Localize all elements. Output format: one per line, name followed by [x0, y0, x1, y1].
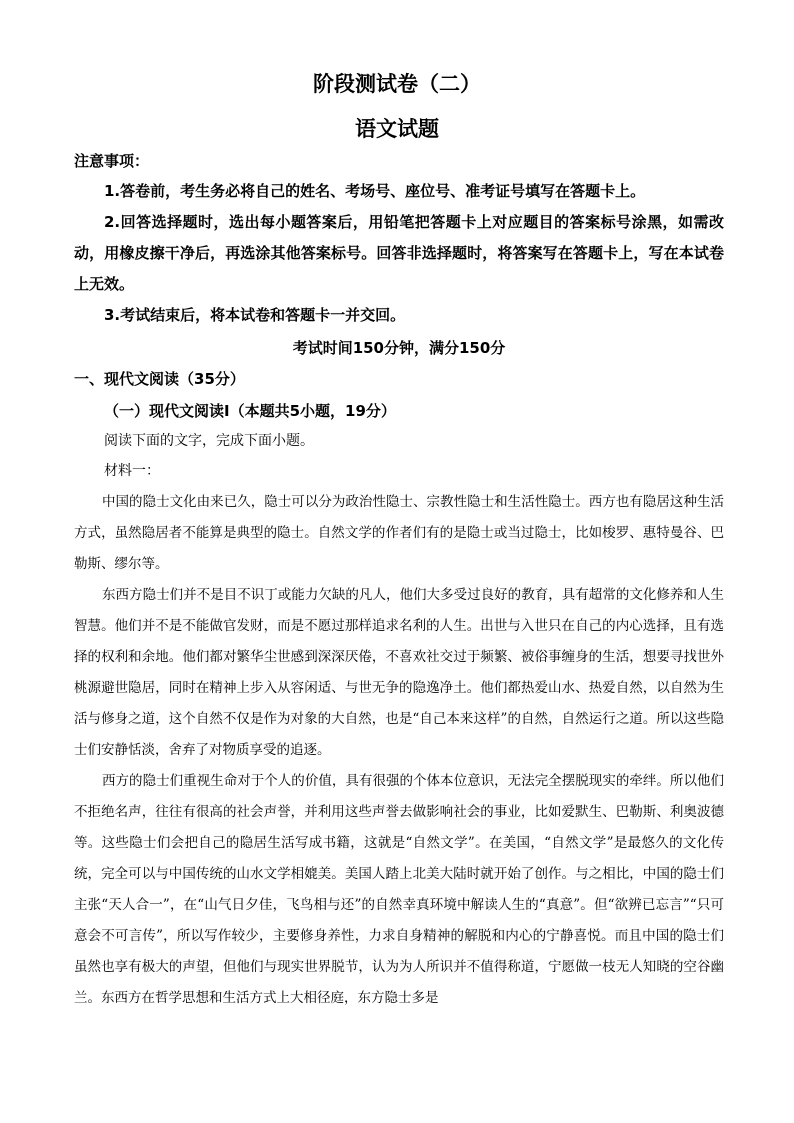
material-paragraph: 中国的隐士文化由来已久，隐士可以分为政治性隐士、宗教性隐士和生活性隐士。西方也有隐居这种生活方式，虽然隐居者不能算是典型的隐士。自然文学的作者们有的是隐士或当过隐士，比如梭罗、惠特曼谷、巴勒斯、缪尔等。: [74, 494, 724, 572]
notice-item-2: 2.回答选择题时，选出每小题答案后，用铅笔把答题卡上对应题目的答案标号涂黑，如需改动，用橡皮擦干净后，再选涂其他答案标号。回答非选择题时，将答案写在答题卡上，写在本试卷上无效。: [74, 213, 724, 293]
material-body: [74, 487, 724, 1014]
material-paragraph: 东西方隐士们并不是目不识丁或能力欠缺的凡人，他们大多受过良好的教育，具有超常的文化修养和人生智慧。他们并不是不能做官发财，而是不愿过那样追求名利的人生。出世与入世只在自己的内心选择，且有选择的权利和余地。他们都对繁华尘世感到深深厌倦，不喜欢社交过于频繁、被俗事缠身的生活，想要寻找世外桃源避世隐居，同时在精神上步入从容闲适、与世无争的隐逸净土。他们都热爱山水、热爱自然，以自然为生活与修身之道，这个自然不仅是作为对象的大自然，也是“自己本来这样”的自然，自然运行之道。所以这些隐士们安静恬淡，舍弃了对物质享受的追逐。: [74, 587, 724, 758]
section-heading: 一、现代文阅读（35分）: [74, 370, 245, 388]
material-paragraph: 西方的隐士们重视生命对于个人的价值，具有很强的个体本位意识，无法完全摆脱现实的牵绊。所以他们不拒绝名声，往往有很高的社会声誉，并利用这些声誉去做影响社会的事业，比如爱默生、巴勒斯、利奥波德等。这些隐士们会把自己的隐居生活写成书籍，这就是“自然文学”。在美国，“自然文学”是最悠久的文化传统，完全可以与中国传统的山水文学相媲美。美国人踏上北美大陆时就开始了创作。与之相比，中国的隐士们主张“天人合一”，在“山气日夕佳，飞鸟相与还”的自然幸真环境中解读人生的“真意”。但“欲辨已忘言”“只可意会不可言传”，所以写作较少，主要修身养性，力求自身精神的解脱和内心的宁静喜悦。而且中国的隐士们虽然也享有极大的声望，但他们与现实世界脱节，认为为人所识并不值得称道，宁愿做一枝无人知晓的空谷幽兰。东西方在哲学思想和生活方式上大相径庭，东方隐士多是: [74, 773, 724, 1006]
exam-subtitle: 语文试题: [355, 116, 439, 141]
notice-item-1: 1.答卷前，考生务必将自己的姓名、考场号、座位号、准考证号填写在答题卡上。: [104, 182, 646, 200]
exam-info: 考试时间150分钟，满分150分: [292, 339, 506, 357]
material-label: 材料一：: [104, 463, 160, 479]
reading-instruction: 阅读下面的文字，完成下面小题。: [104, 433, 314, 449]
exam-title: 阶段测试卷（二）: [313, 71, 481, 96]
section-subheading: （一）现代文阅读Ⅰ（本题共5小题，19分）: [104, 402, 396, 420]
notice-item-3: 3.考试结束后，将本试卷和答题卡一并交回。: [104, 306, 406, 324]
notice-heading: 注意事项：: [74, 152, 150, 170]
